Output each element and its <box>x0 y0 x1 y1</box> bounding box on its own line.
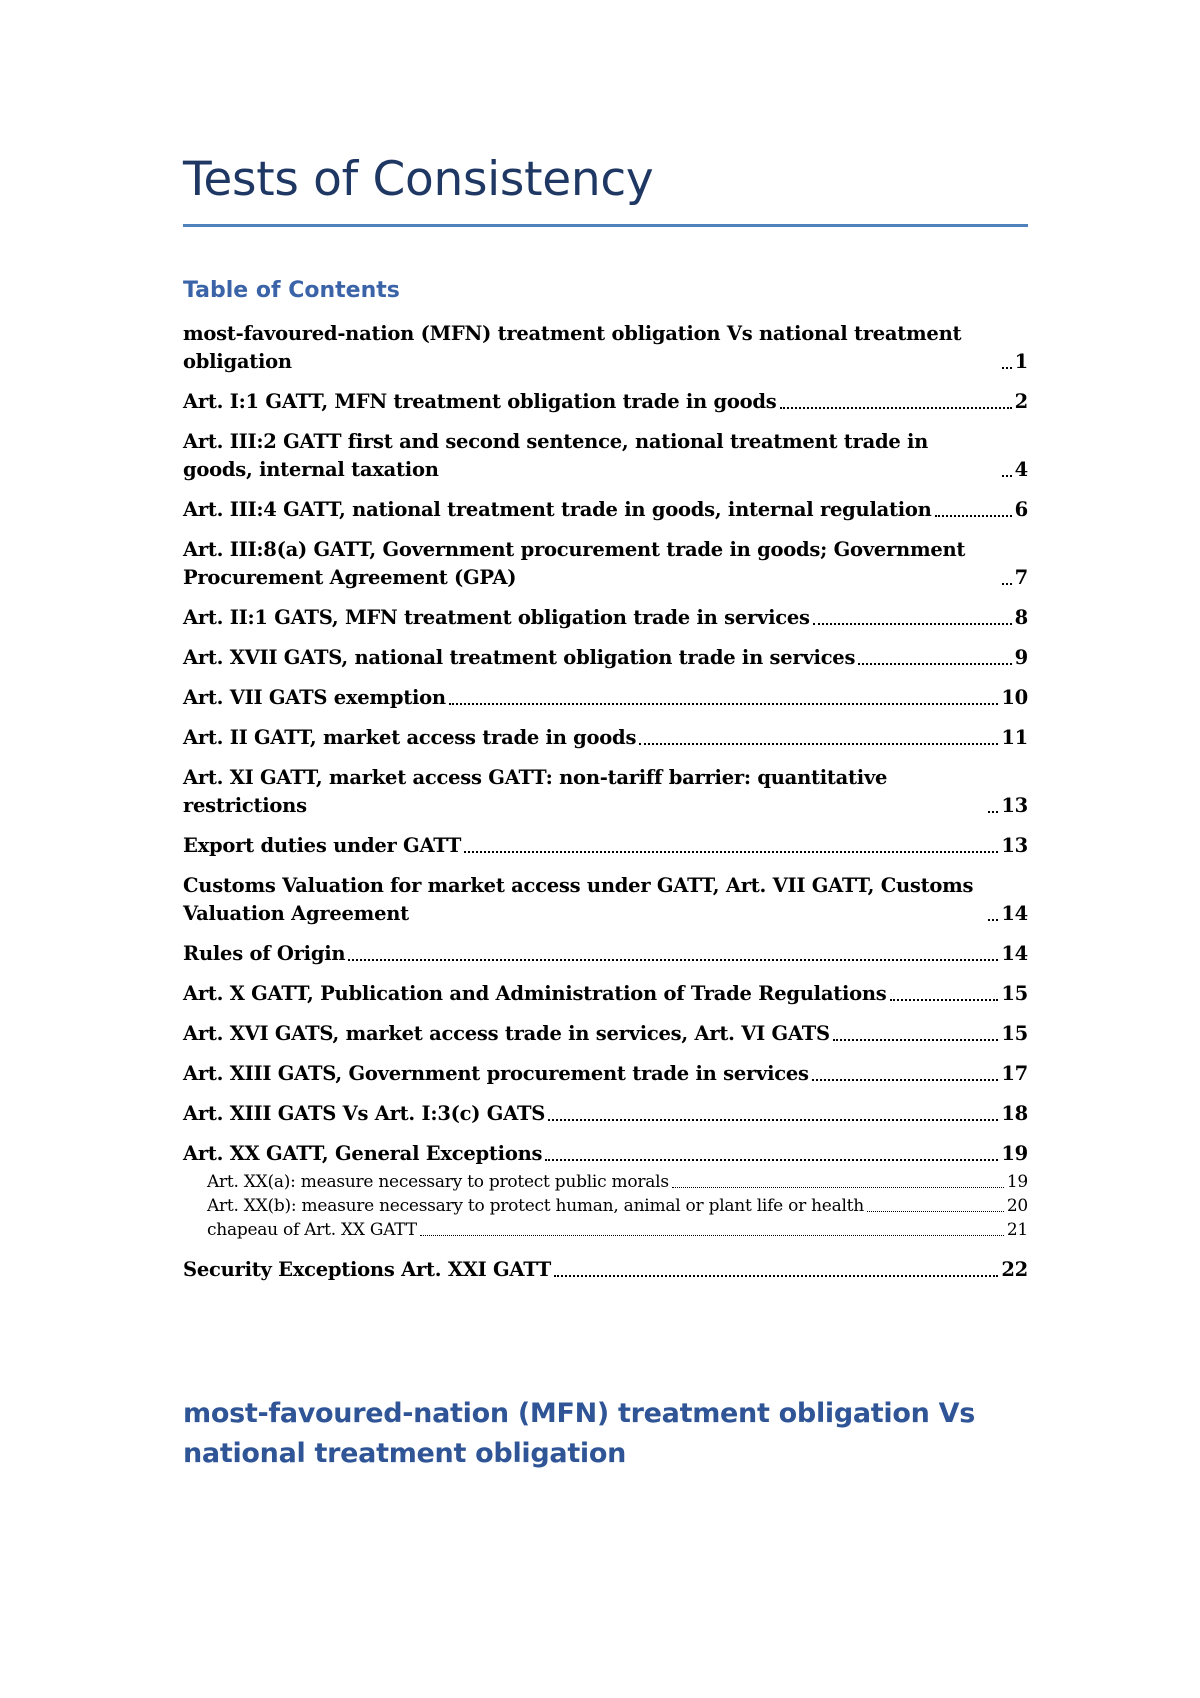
toc-page-number: 20 <box>1006 1196 1028 1216</box>
toc-leader-dots <box>348 959 998 961</box>
toc-page-number: 19 <box>1006 1172 1028 1192</box>
toc-page-number: 7 <box>1014 566 1028 589</box>
toc-entry[interactable] <box>183 644 1028 672</box>
toc-leader-dots <box>988 919 998 921</box>
toc-leader-dots <box>672 1187 1004 1188</box>
toc-entry-text: Art. II GATT, market access trade in goods <box>183 726 637 749</box>
toc-entry[interactable] <box>183 496 1028 524</box>
toc-page-number: 19 <box>1001 1142 1028 1165</box>
toc-page-number: 13 <box>1001 794 1028 817</box>
toc-entry-text: Art. XIII GATS Vs Art. I:3(c) GATS <box>183 1102 546 1125</box>
toc-leader-dots <box>420 1235 1004 1236</box>
toc-entry-text: Rules of Origin <box>183 942 346 965</box>
toc-page-number: 14 <box>1001 942 1028 965</box>
toc-leader-dots <box>858 663 1011 665</box>
toc-entry[interactable] <box>183 1256 1028 1284</box>
toc-entry-text: Art. III:4 GATT, national treatment trade in goods, internal regulation <box>183 498 932 521</box>
toc-entry-text: Art. I:1 GATT, MFN treatment obligation trade in goods <box>183 390 777 413</box>
toc-page-number: 4 <box>1014 458 1028 481</box>
document-title: Tests of Consistency <box>183 152 654 207</box>
toc-entry[interactable] <box>183 872 1028 928</box>
toc-leader-dots <box>545 1159 998 1161</box>
toc-leader-dots <box>833 1039 999 1041</box>
document-content <box>183 150 1028 1496</box>
toc-entry-text: Art. III:2 GATT first and second sentence, national treatment trade in goods, internal taxation <box>183 430 929 481</box>
toc-leader-dots <box>449 703 999 705</box>
toc-entry-text: Art. II:1 GATS, MFN treatment obligation trade in services <box>183 606 810 629</box>
toc-entry-text: most-favoured-nation (MFN) treatment obligation Vs national treatment obligation <box>183 322 962 373</box>
toc-entry-text: Art. XVII GATS, national treatment obligation trade in services <box>183 646 856 669</box>
toc-page-number: 6 <box>1014 498 1028 521</box>
toc-entry[interactable] <box>183 388 1028 416</box>
toc-entry-text: Export duties under GATT <box>183 834 462 857</box>
toc-entry[interactable] <box>183 832 1028 860</box>
toc-entry[interactable] <box>183 1140 1028 1168</box>
toc-entry-text: Art. XI GATT, market access GATT: non-tariff barrier: quantitative restrictions <box>183 766 888 817</box>
toc-entry[interactable] <box>183 764 1028 820</box>
toc-entry[interactable] <box>183 980 1028 1008</box>
toc-leader-dots <box>988 811 998 813</box>
toc-leader-dots <box>1002 475 1012 477</box>
toc-entry[interactable] <box>183 684 1028 712</box>
toc-entry[interactable] <box>183 1060 1028 1088</box>
toc-entry-text: Art. III:8(a) GATT, Government procurement trade in goods; Government Procurement Agreement (GPA) <box>183 538 966 589</box>
toc-entry-text: Art. XVI GATS, market access trade in services, Art. VI GATS <box>183 1022 830 1045</box>
toc-entry[interactable] <box>183 940 1028 968</box>
toc-page-number: 1 <box>1014 350 1028 373</box>
toc-entry-text: Security Exceptions Art. XXI GATT <box>183 1258 552 1281</box>
toc-leader-dots <box>1002 583 1012 585</box>
toc-page-number: 11 <box>1001 726 1028 749</box>
toc-entry-text: Art. VII GATS exemption <box>183 686 446 709</box>
toc-subentry-text: Art. XX(a): measure necessary to protect public morals <box>207 1172 669 1192</box>
toc-page-number: 14 <box>1001 902 1028 925</box>
toc-leader-dots <box>548 1119 998 1121</box>
toc-leader-dots <box>935 515 1012 517</box>
toc-entry[interactable] <box>183 536 1028 592</box>
title-underline <box>183 224 1028 227</box>
toc-subentry-text: Art. XX(b): measure necessary to protect human, animal or plant life or health <box>207 1196 864 1216</box>
toc-page-number: 8 <box>1014 606 1028 629</box>
toc-entry[interactable] <box>183 1020 1028 1048</box>
toc-leader-dots <box>554 1275 998 1277</box>
toc-entry[interactable] <box>183 320 1028 376</box>
section-heading: most-favoured-nation (MFN) treatment obligation Vs national treatment obligation <box>183 1398 975 1469</box>
toc-page-number: 22 <box>1001 1258 1028 1281</box>
toc-leader-dots <box>867 1211 1004 1212</box>
toc-subentry[interactable] <box>183 1194 1028 1218</box>
toc-page-number: 13 <box>1001 834 1028 857</box>
toc-entry-text: Art. X GATT, Publication and Administration of Trade Regulations <box>183 982 887 1005</box>
table-of-contents <box>183 320 1028 1284</box>
toc-page-number: 15 <box>1001 1022 1028 1045</box>
toc-leader-dots <box>1002 367 1012 369</box>
toc-subentry[interactable] <box>183 1218 1028 1242</box>
toc-page-number: 17 <box>1001 1062 1028 1085</box>
toc-heading: Table of Contents <box>183 278 400 303</box>
toc-entry[interactable] <box>183 428 1028 484</box>
toc-entry-text: Art. XX GATT, General Exceptions <box>183 1142 543 1165</box>
toc-leader-dots <box>780 407 1012 409</box>
toc-page-number: 2 <box>1014 390 1028 413</box>
toc-entry[interactable] <box>183 604 1028 632</box>
toc-subentry[interactable] <box>183 1170 1028 1194</box>
toc-entry-text: Art. XIII GATS, Government procurement trade in services <box>183 1062 809 1085</box>
toc-leader-dots <box>812 1079 999 1081</box>
toc-entry[interactable] <box>183 1100 1028 1128</box>
toc-leader-dots <box>639 743 998 745</box>
toc-page-number: 15 <box>1001 982 1028 1005</box>
toc-leader-dots <box>464 851 998 853</box>
toc-entry-text: Customs Valuation for market access under GATT, Art. VII GATT, Customs Valuation Agreement <box>183 874 974 925</box>
toc-page-number: 9 <box>1014 646 1028 669</box>
toc-subentry-text: chapeau of Art. XX GATT <box>207 1220 417 1240</box>
toc-entry[interactable] <box>183 724 1028 752</box>
toc-leader-dots <box>813 623 1012 625</box>
toc-page-number: 21 <box>1006 1220 1028 1240</box>
toc-page-number: 18 <box>1001 1102 1028 1125</box>
toc-leader-dots <box>890 999 999 1001</box>
toc-page-number: 10 <box>1001 686 1028 709</box>
